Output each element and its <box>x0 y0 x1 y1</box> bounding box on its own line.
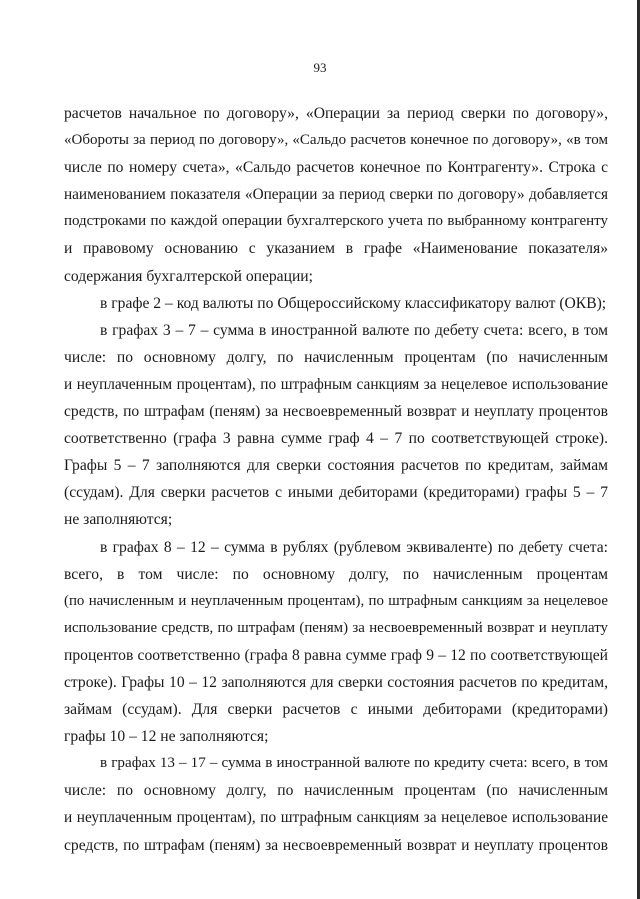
paragraph <box>64 534 608 751</box>
text-line: всего, в том числе: по основному долгу, по начисленным процентам <box>64 565 608 583</box>
paragraph <box>64 750 608 858</box>
text-line: и неуплаченным процентам), по штрафным санкциям за нецелевое использование <box>64 809 608 827</box>
text-line: (по начисленным и неуплаченным процентам), по штрафным санкциям за нецелевое <box>64 592 608 609</box>
text-line: числе: по основному долгу, по начисленным процентам (по начисленным <box>64 348 608 366</box>
text-line: Графы 5 – 7 заполняются для сверки состояния расчетов по кредитам, займам <box>64 457 608 475</box>
text-line: не заполняются; <box>64 511 173 529</box>
text-line: и правовому основанию с указанием в графе «Наименование показателя» <box>64 240 608 258</box>
text-line: графы 10 – 12 не заполняются; <box>64 728 269 746</box>
text-line: займам (ссудам). Для сверки расчетов с иными дебиторами (кредиторами) <box>64 701 608 719</box>
text-line: в графах 3 – 7 – сумма в иностранной валюте по дебету счета: всего, в том <box>100 321 608 339</box>
text-line: средств, по штрафам (пеням) за несвоевременный возврат и неуплату процентов <box>64 403 608 421</box>
text-line: числе по номеру счета», «Сальдо расчетов конечное по Контрагенту». Строка с <box>64 159 608 177</box>
text-line: расчетов начальное по договору», «Операции за период сверки по договору», <box>64 105 608 122</box>
text-line: в графах 13 – 17 – сумма в иностранной валюте по кредиту счета: всего, в том <box>100 755 608 772</box>
text-line: числе: по основному долгу, по начисленным процентам (по начисленным <box>64 782 608 800</box>
paragraph <box>64 290 608 317</box>
text-line: средств, по штрафам (пеням) за несвоевременный возврат и неуплату процентов <box>64 836 608 854</box>
text-line: соответственно (графа 3 равна сумме граф 4 – 7 по соответствующей строке). <box>64 430 608 448</box>
text-line: (ссудам). Для сверки расчетов с иными дебиторами (кредиторами) графы 5 – 7 <box>64 484 608 502</box>
text-line: строке). Графы 10 – 12 заполняются для сверки состояния расчетов по кредитам, <box>64 673 608 691</box>
page-number: 93 <box>313 60 327 75</box>
text-line: и неуплаченным процентам), по штрафным санкциям за нецелевое использование <box>64 375 608 393</box>
text-line: в графах 8 – 12 – сумма в рублях (рублевом эквиваленте) по дебету счета: <box>100 538 608 556</box>
paragraph <box>64 317 608 534</box>
body-text <box>64 100 608 859</box>
text-line: процентов соответственно (графа 8 равна сумме граф 9 – 12 по соответствующей <box>64 646 608 664</box>
paragraph <box>64 100 608 290</box>
text-line: содержания бухгалтерской операции; <box>64 267 313 285</box>
text-line: «Обороты за период по договору», «Сальдо расчетов конечное по договору», «в том <box>64 132 608 149</box>
text-line: подстроками по каждой операции бухгалтерского учета по выбранному контрагенту <box>64 213 608 230</box>
text-line: наименованием показателя «Операции за период сверки по договору» добавляется <box>64 186 608 204</box>
text-line: использование средств, по штрафам (пеням) за несвоевременный возврат и неуплату <box>64 619 608 636</box>
text-line: в графе 2 – код валюты по Общероссийскому классификатору валют (ОКВ); <box>100 294 607 312</box>
